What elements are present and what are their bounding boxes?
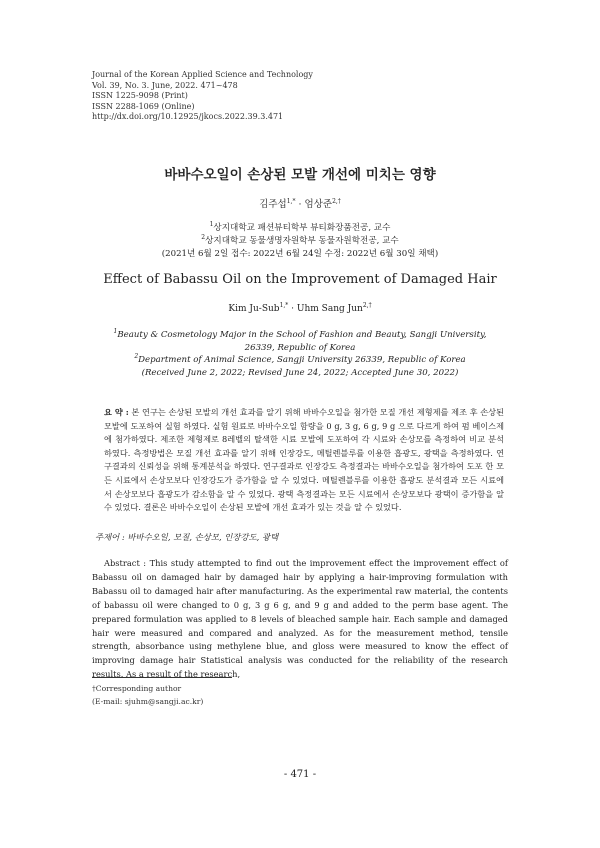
journal-doi: http://dx.doi.org/10.12925/jkocs.2022.39.3.471 bbox=[92, 112, 284, 122]
english-title: Effect of Babassu Oil on the Improvement of Damaged Hair bbox=[103, 272, 497, 287]
korean-author-2: 엄상준 bbox=[304, 199, 333, 210]
korean-affiliation-1-text: 상지대학교 패션뷰티학부 뷰티화장품전공, 교수 bbox=[213, 223, 391, 233]
footnote bbox=[92, 683, 203, 708]
korean-affiliation-1-sup: 1 bbox=[209, 221, 214, 229]
english-affiliation-1-cont: 26339, Republic of Korea bbox=[244, 342, 356, 353]
korean-affiliations bbox=[0, 222, 600, 261]
english-affiliations bbox=[0, 329, 600, 379]
english-affiliation-1-sup: 1 bbox=[113, 328, 118, 336]
korean-received-dates: (2021년 6월 2일 접수: 2022년 6월 24일 수정: 2022년 6월 30일 채택) bbox=[161, 249, 439, 259]
footnote-divider bbox=[92, 677, 232, 678]
journal-name: Journal of the Korean Applied Science and Technology bbox=[92, 70, 313, 79]
english-received-dates: (Received June 2, 2022; Revised June 24, 2022; Accepted June 30, 2022) bbox=[141, 367, 459, 378]
english-author-1: Kim Ju-Sub bbox=[228, 304, 280, 314]
english-abstract-text: This study attempted to find out the improvement effect the improvement effect of Babassu oil on damaged hair by damaged hair by applying a hair-improving formulation with Babassu oil to damaged hair after manufacturing. As the experimental raw material, the contents of babassu oil were changed to 0 g, 3 g 6 g, and 9 g and added to the perm base agent. The prepared formulation was applied to 8 levels of bleached sample hair. Each sample and damaged hair were measured and compared and analyzed. As for the measurement method, tensile strength, absorbance using methylene blue, and gloss were measured to know the effect of improving damage hair Statistical analysis was conducted for the reliability of the research results. As a result of the research, bbox=[92, 558, 508, 680]
page-number: - 471 - bbox=[283, 769, 317, 780]
korean-author-2-sup: 2,† bbox=[332, 197, 341, 205]
english-affiliation-1-text: Beauty & Cosmetology Major in the School of Fashion and Beauty, Sangji University, bbox=[117, 330, 487, 340]
korean-keywords: 주제어 : 바바수오일, 모질, 손상모, 인장강도, 광택 bbox=[95, 532, 279, 542]
korean-author-separator: · bbox=[295, 199, 305, 210]
korean-affiliation-2 bbox=[0, 235, 600, 248]
english-affiliation-2-text: Department of Animal Science, Sangji University 26339, Republic of Korea bbox=[138, 355, 466, 366]
english-affiliation-2-sup: 2 bbox=[134, 353, 139, 361]
journal-issn-online: ISSN 2288-1069 (Online) bbox=[92, 101, 195, 111]
corresponding-author-note: †Corresponding author bbox=[92, 684, 182, 693]
english-author-separator: · bbox=[288, 304, 297, 314]
english-author-2: Uhm Sang Jun bbox=[296, 304, 363, 314]
korean-authors bbox=[0, 196, 600, 210]
journal-header bbox=[92, 70, 313, 123]
english-authors bbox=[0, 304, 600, 314]
korean-affiliation-2-sup: 2 bbox=[201, 234, 206, 242]
corresponding-author-email: (E-mail: sjuhm@sangji.ac.kr) bbox=[92, 696, 204, 706]
english-abstract bbox=[92, 557, 508, 682]
journal-volume: Vol. 39, No. 3. June, 2022. 471~478 bbox=[92, 80, 238, 90]
english-abstract-label: Abstract : bbox=[104, 558, 147, 568]
english-affiliation-2 bbox=[0, 354, 600, 367]
english-affiliation-1 bbox=[0, 329, 600, 342]
english-author-1-sup: 1,* bbox=[279, 302, 289, 309]
korean-author-1: 김주섭 bbox=[259, 199, 287, 210]
korean-title: 바바수오일이 손상된 모발 개선에 미치는 영향 bbox=[164, 167, 436, 183]
korean-affiliation-2-text: 상지대학교 동물생명자원학부 동물자원학전공, 교수 bbox=[205, 236, 399, 246]
journal-issn-print: ISSN 1225-9098 (Print) bbox=[92, 91, 188, 101]
korean-abstract-text: 본 연구는 손상된 모발의 개선 효과를 알기 위해 바바수오일을 첨가한 모질 개선 제형제를 제조 후 손상된 모발에 도포하여 실험 하였다. 실험 원료로 바바수오일 함량을 0 g, 3 g, 6 g, 9 g 으로 다르게 하여 펌 베이스제에 첨가하였다. 제조한 제형제로 8레벨의 탈색한 시료 모발에 도포하여 각 시료와 손상모를 측정하여 비교 분석하였다. 측정방법은 모질 개선 효과를 알기 위해 인장강도, 메틸렌블루를 이용한 흡광도, 광택을 측정하였다. 연구결과의 신뢰성을 위해 통계분석을 하였다. 연구결과로 인장강도 측정결과는 바바수오일을 첨가하여 도포 한 모든 시료에서 손상모보다 인장강도가 증가함을 알 수 있었다. 메틸렌블루를 이용한 흡광도 분석결과 모든 시료에서 손상모보다 흡광도가 감소함을 알 수 있었다. 광택 측정결과는 모든 시료에서 손상모보다 광택이 증가함을 알 수 있었다. 결론은 바바수오일이 손상된 모발에 개선 효과가 있는 것을 알 수 있었다. bbox=[104, 407, 505, 513]
korean-affiliation-1 bbox=[0, 222, 600, 235]
korean-author-1-sup: 1,* bbox=[286, 197, 296, 205]
english-author-2-sup: 2,† bbox=[362, 302, 372, 309]
korean-abstract-label: 요 약 : bbox=[104, 407, 129, 417]
korean-abstract bbox=[104, 406, 504, 515]
